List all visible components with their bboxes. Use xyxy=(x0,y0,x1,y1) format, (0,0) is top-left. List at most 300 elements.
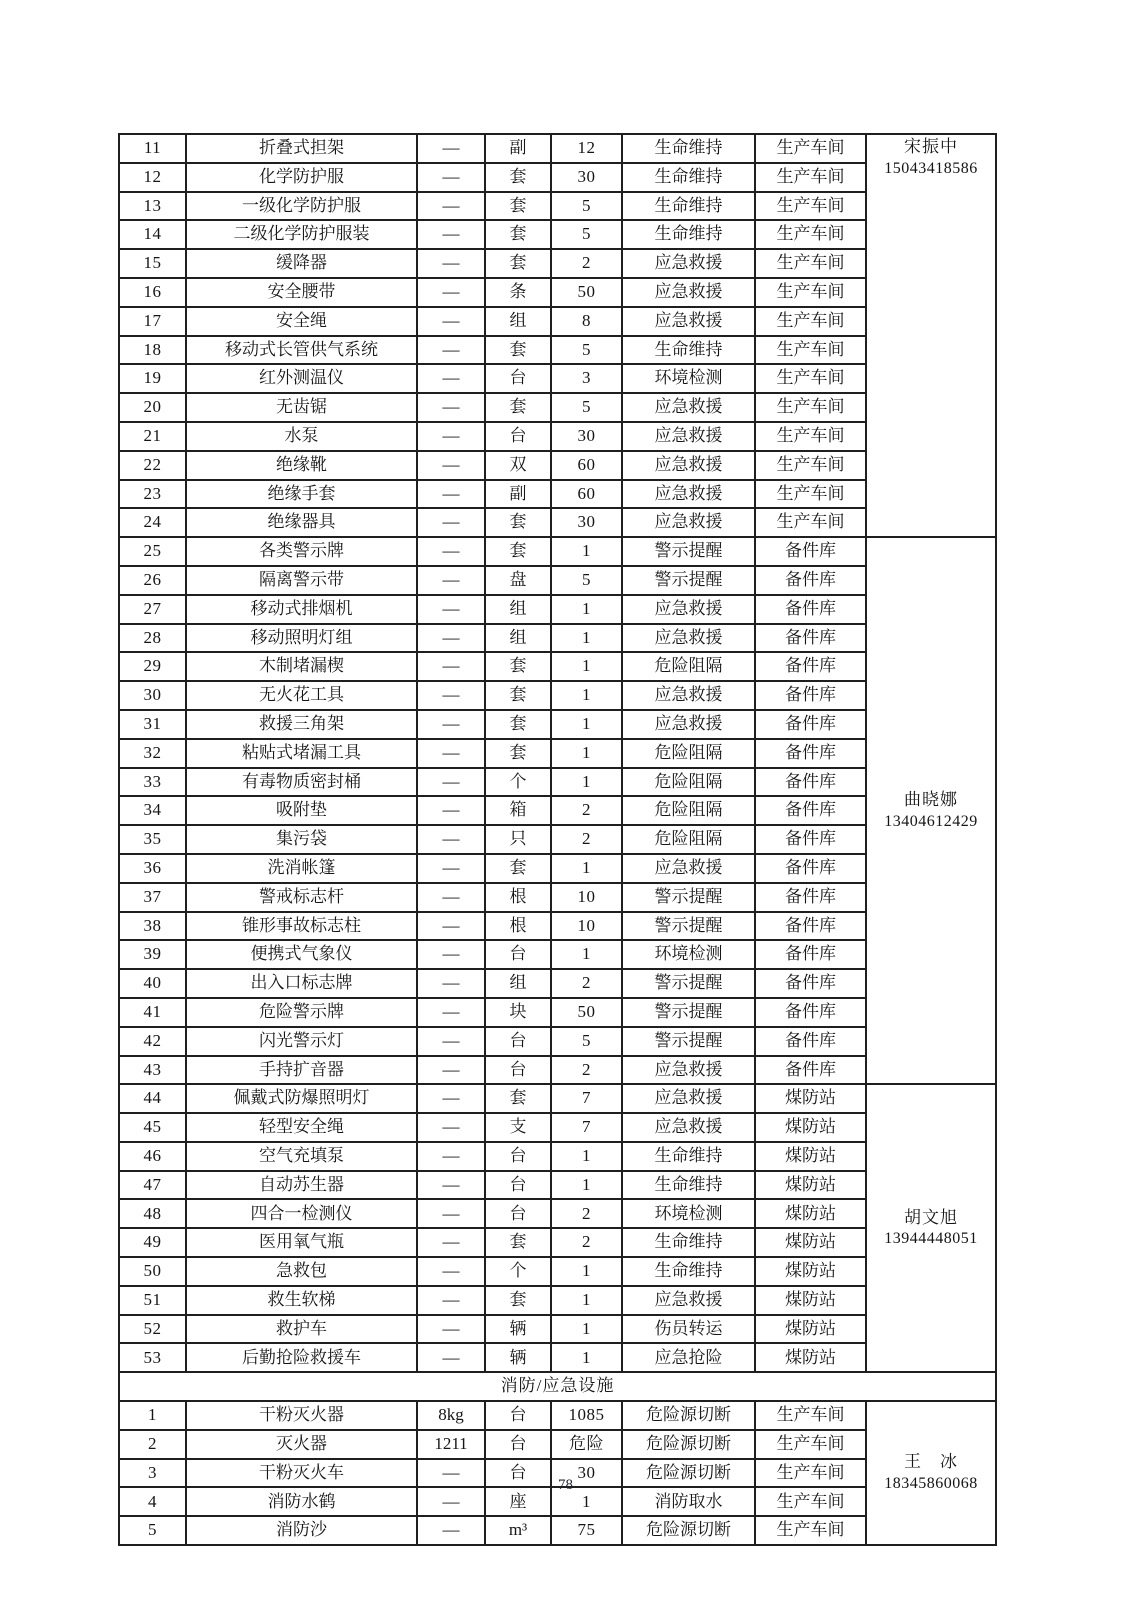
cell-unit: 台 xyxy=(485,364,551,393)
cell-name: 出入口标志牌 xyxy=(186,969,417,998)
cell-qty: 1 xyxy=(551,1343,622,1372)
cell-spec: — xyxy=(417,940,485,969)
cell-no: 16 xyxy=(119,278,186,307)
cell-no: 19 xyxy=(119,364,186,393)
table-row xyxy=(119,652,996,681)
cell-name: 灭火器 xyxy=(186,1430,417,1459)
cell-name: 手持扩音器 xyxy=(186,1056,417,1085)
table-row xyxy=(119,1286,996,1315)
cell-unit: 台 xyxy=(485,1027,551,1056)
cell-loc: 备件库 xyxy=(755,912,866,941)
contact-cell xyxy=(866,134,996,537)
table-row xyxy=(119,854,996,883)
cell-qty: 7 xyxy=(551,1113,622,1142)
cell-func: 危险阻隔 xyxy=(622,825,755,854)
cell-spec: — xyxy=(417,595,485,624)
cell-func: 危险阻隔 xyxy=(622,768,755,797)
table-row xyxy=(119,1401,996,1430)
cell-spec: — xyxy=(417,566,485,595)
cell-func: 应急救援 xyxy=(622,710,755,739)
cell-qty: 50 xyxy=(551,998,622,1027)
table-row xyxy=(119,825,996,854)
section-header-row xyxy=(119,1372,996,1401)
cell-qty: 1 xyxy=(551,1257,622,1286)
cell-qty: 1 xyxy=(551,681,622,710)
cell-no: 39 xyxy=(119,940,186,969)
cell-loc: 煤防站 xyxy=(755,1228,866,1257)
cell-spec: — xyxy=(417,883,485,912)
contact-name: 宋振中 xyxy=(904,137,958,156)
cell-func: 应急救援 xyxy=(622,278,755,307)
cell-name: 有毒物质密封桶 xyxy=(186,768,417,797)
table-row xyxy=(119,1228,996,1257)
cell-unit: 台 xyxy=(485,1142,551,1171)
cell-no: 4 xyxy=(119,1487,186,1516)
cell-loc: 生产车间 xyxy=(755,1401,866,1430)
cell-spec: — xyxy=(417,364,485,393)
cell-loc: 煤防站 xyxy=(755,1171,866,1200)
cell-no: 23 xyxy=(119,480,186,509)
cell-qty: 50 xyxy=(551,278,622,307)
cell-spec: — xyxy=(417,998,485,1027)
cell-no: 12 xyxy=(119,163,186,192)
cell-spec: — xyxy=(417,768,485,797)
cell-name: 医用氧气瓶 xyxy=(186,1228,417,1257)
cell-loc: 生产车间 xyxy=(755,1459,866,1488)
table-row xyxy=(119,739,996,768)
cell-spec: — xyxy=(417,278,485,307)
cell-unit: 台 xyxy=(485,1056,551,1085)
cell-func: 生命维持 xyxy=(622,1171,755,1200)
cell-unit: 盘 xyxy=(485,566,551,595)
contact-phone: 13404612429 xyxy=(884,812,978,830)
cell-spec: — xyxy=(417,134,485,163)
cell-unit: 台 xyxy=(485,1199,551,1228)
cell-unit: 台 xyxy=(485,1171,551,1200)
cell-no: 21 xyxy=(119,422,186,451)
cell-spec: — xyxy=(417,1459,485,1488)
cell-qty: 60 xyxy=(551,451,622,480)
contact-cell xyxy=(866,1401,996,1545)
contact-name: 王 冰 xyxy=(904,1452,958,1472)
cell-loc: 煤防站 xyxy=(755,1199,866,1228)
cell-loc: 备件库 xyxy=(755,998,866,1027)
cell-spec: — xyxy=(417,451,485,480)
cell-no: 22 xyxy=(119,451,186,480)
cell-loc: 生产车间 xyxy=(755,364,866,393)
cell-unit: 台 xyxy=(485,1401,551,1430)
cell-func: 应急救援 xyxy=(622,451,755,480)
cell-name: 无火花工具 xyxy=(186,681,417,710)
cell-spec: — xyxy=(417,681,485,710)
cell-no: 15 xyxy=(119,249,186,278)
cell-func: 应急救援 xyxy=(622,249,755,278)
cell-unit: 台 xyxy=(485,1459,551,1488)
cell-name: 绝缘手套 xyxy=(186,480,417,509)
section2-header-body xyxy=(119,1372,996,1401)
cell-unit: m³ xyxy=(485,1516,551,1545)
cell-loc: 生产车间 xyxy=(755,249,866,278)
contact-name: 曲晓娜 xyxy=(904,790,958,810)
cell-no: 36 xyxy=(119,854,186,883)
cell-func: 应急救援 xyxy=(622,854,755,883)
cell-name: 锥形事故标志柱 xyxy=(186,912,417,941)
cell-name: 红外测温仪 xyxy=(186,364,417,393)
cell-qty: 5 xyxy=(551,566,622,595)
cell-name: 自动苏生器 xyxy=(186,1171,417,1200)
cell-func: 生命维持 xyxy=(622,1228,755,1257)
table-row xyxy=(119,1430,996,1459)
cell-qty: 7 xyxy=(551,1084,622,1113)
cell-func: 环境检测 xyxy=(622,1199,755,1228)
page-number: 78 xyxy=(558,1477,573,1493)
cell-unit: 套 xyxy=(485,537,551,566)
cell-spec: — xyxy=(417,912,485,941)
table-row xyxy=(119,1084,996,1113)
cell-spec: — xyxy=(417,480,485,509)
cell-func: 危险源切断 xyxy=(622,1401,755,1430)
cell-qty: 2 xyxy=(551,825,622,854)
cell-loc: 备件库 xyxy=(755,681,866,710)
cell-spec: — xyxy=(417,163,485,192)
cell-func: 生命维持 xyxy=(622,134,755,163)
cell-name: 佩戴式防爆照明灯 xyxy=(186,1084,417,1113)
cell-unit: 套 xyxy=(485,249,551,278)
cell-no: 48 xyxy=(119,1199,186,1228)
cell-spec: — xyxy=(417,307,485,336)
cell-spec: — xyxy=(417,1171,485,1200)
cell-name: 集污袋 xyxy=(186,825,417,854)
table-row xyxy=(119,1199,996,1228)
table-row xyxy=(119,595,996,624)
cell-unit: 箱 xyxy=(485,796,551,825)
cell-qty: 10 xyxy=(551,883,622,912)
cell-unit: 台 xyxy=(485,422,551,451)
cell-spec: 8kg xyxy=(417,1401,485,1430)
cell-loc: 备件库 xyxy=(755,940,866,969)
table-row xyxy=(119,451,996,480)
cell-qty: 1 xyxy=(551,1171,622,1200)
cell-spec: — xyxy=(417,336,485,365)
cell-unit: 辆 xyxy=(485,1343,551,1372)
cell-qty: 1 xyxy=(551,854,622,883)
cell-name: 便携式气象仪 xyxy=(186,940,417,969)
cell-name: 各类警示牌 xyxy=(186,537,417,566)
cell-no: 49 xyxy=(119,1228,186,1257)
table-row xyxy=(119,508,996,537)
cell-loc: 生产车间 xyxy=(755,480,866,509)
cell-qty: 2 xyxy=(551,1228,622,1257)
cell-func: 应急救援 xyxy=(622,480,755,509)
cell-name: 警戒标志杆 xyxy=(186,883,417,912)
cell-no: 18 xyxy=(119,336,186,365)
cell-func: 生命维持 xyxy=(622,1142,755,1171)
cell-name: 救生软梯 xyxy=(186,1286,417,1315)
cell-func: 环境检测 xyxy=(622,364,755,393)
table-row xyxy=(119,1027,996,1056)
cell-qty: 2 xyxy=(551,796,622,825)
table-row xyxy=(119,1343,996,1372)
cell-no: 5 xyxy=(119,1516,186,1545)
cell-func: 应急救援 xyxy=(622,681,755,710)
cell-spec: — xyxy=(417,1056,485,1085)
cell-loc: 备件库 xyxy=(755,652,866,681)
cell-no: 24 xyxy=(119,508,186,537)
cell-func: 伤员转运 xyxy=(622,1315,755,1344)
cell-no: 34 xyxy=(119,796,186,825)
cell-func: 危险阻隔 xyxy=(622,739,755,768)
cell-no: 28 xyxy=(119,624,186,653)
cell-name: 急救包 xyxy=(186,1257,417,1286)
cell-unit: 双 xyxy=(485,451,551,480)
cell-spec: — xyxy=(417,624,485,653)
cell-loc: 生产车间 xyxy=(755,1487,866,1516)
cell-no: 41 xyxy=(119,998,186,1027)
cell-name: 移动式长管供气系统 xyxy=(186,336,417,365)
cell-unit: 套 xyxy=(485,336,551,365)
cell-loc: 备件库 xyxy=(755,768,866,797)
cell-loc: 备件库 xyxy=(755,825,866,854)
cell-no: 52 xyxy=(119,1315,186,1344)
cell-no: 11 xyxy=(119,134,186,163)
cell-name: 隔离警示带 xyxy=(186,566,417,595)
cell-qty: 5 xyxy=(551,393,622,422)
table-row xyxy=(119,336,996,365)
table-row xyxy=(119,566,996,595)
cell-loc: 煤防站 xyxy=(755,1286,866,1315)
cell-loc: 生产车间 xyxy=(755,336,866,365)
cell-func: 应急救援 xyxy=(622,1286,755,1315)
cell-qty: 1 xyxy=(551,1142,622,1171)
cell-spec: — xyxy=(417,796,485,825)
cell-name: 绝缘靴 xyxy=(186,451,417,480)
cell-name: 救护车 xyxy=(186,1315,417,1344)
cell-unit: 副 xyxy=(485,134,551,163)
table-row xyxy=(119,1171,996,1200)
cell-unit: 根 xyxy=(485,912,551,941)
cell-qty: 30 xyxy=(551,508,622,537)
cell-qty: 5 xyxy=(551,192,622,221)
section2-body xyxy=(119,1401,996,1545)
table-row xyxy=(119,393,996,422)
cell-qty: 10 xyxy=(551,912,622,941)
cell-name: 安全腰带 xyxy=(186,278,417,307)
cell-qty: 1 xyxy=(551,940,622,969)
cell-unit: 辆 xyxy=(485,1315,551,1344)
cell-unit: 根 xyxy=(485,883,551,912)
cell-qty: 5 xyxy=(551,1027,622,1056)
cell-spec: — xyxy=(417,1343,485,1372)
cell-no: 44 xyxy=(119,1084,186,1113)
cell-loc: 生产车间 xyxy=(755,163,866,192)
cell-no: 25 xyxy=(119,537,186,566)
cell-qty: 1 xyxy=(551,710,622,739)
cell-no: 26 xyxy=(119,566,186,595)
cell-spec: — xyxy=(417,1142,485,1171)
cell-unit: 套 xyxy=(485,681,551,710)
table-row xyxy=(119,163,996,192)
cell-func: 应急救援 xyxy=(622,595,755,624)
cell-no: 51 xyxy=(119,1286,186,1315)
table-row xyxy=(119,768,996,797)
cell-loc: 生产车间 xyxy=(755,192,866,221)
cell-no: 42 xyxy=(119,1027,186,1056)
cell-name: 干粉灭火器 xyxy=(186,1401,417,1430)
cell-no: 47 xyxy=(119,1171,186,1200)
cell-unit: 套 xyxy=(485,1228,551,1257)
cell-qty: 1 xyxy=(551,1286,622,1315)
cell-spec: — xyxy=(417,739,485,768)
table-row xyxy=(119,422,996,451)
cell-spec: — xyxy=(417,1199,485,1228)
cell-no: 53 xyxy=(119,1343,186,1372)
cell-no: 43 xyxy=(119,1056,186,1085)
cell-qty: 30 xyxy=(551,1459,622,1488)
cell-no: 14 xyxy=(119,220,186,249)
cell-name: 移动照明灯组 xyxy=(186,624,417,653)
contact-phone: 15043418586 xyxy=(884,159,978,177)
table-row xyxy=(119,1315,996,1344)
table-row xyxy=(119,249,996,278)
cell-spec: — xyxy=(417,1228,485,1257)
cell-func: 警示提醒 xyxy=(622,883,755,912)
cell-name: 二级化学防护服装 xyxy=(186,220,417,249)
cell-qty: 2 xyxy=(551,1056,622,1085)
cell-name: 吸附垫 xyxy=(186,796,417,825)
cell-func: 应急救援 xyxy=(622,422,755,451)
cell-no: 33 xyxy=(119,768,186,797)
cell-unit: 条 xyxy=(485,278,551,307)
table-row xyxy=(119,710,996,739)
cell-loc: 生产车间 xyxy=(755,393,866,422)
cell-func: 生命维持 xyxy=(622,192,755,221)
cell-name: 洗消帐篷 xyxy=(186,854,417,883)
cell-qty: 30 xyxy=(551,163,622,192)
cell-spec: — xyxy=(417,537,485,566)
cell-func: 应急救援 xyxy=(622,508,755,537)
cell-qty: 危险 xyxy=(551,1430,622,1459)
cell-spec: — xyxy=(417,825,485,854)
cell-func: 危险源切断 xyxy=(622,1459,755,1488)
cell-unit: 套 xyxy=(485,710,551,739)
cell-func: 生命维持 xyxy=(622,336,755,365)
cell-qty: 1085 xyxy=(551,1401,622,1430)
cell-func: 应急救援 xyxy=(622,307,755,336)
cell-func: 危险阻隔 xyxy=(622,796,755,825)
cell-loc: 煤防站 xyxy=(755,1113,866,1142)
cell-name: 四合一检测仪 xyxy=(186,1199,417,1228)
contact-phone: 18345860068 xyxy=(884,1475,978,1493)
cell-loc: 生产车间 xyxy=(755,451,866,480)
cell-unit: 个 xyxy=(485,1257,551,1286)
cell-unit: 套 xyxy=(485,192,551,221)
cell-spec: — xyxy=(417,1315,485,1344)
cell-qty: 2 xyxy=(551,1199,622,1228)
cell-spec: — xyxy=(417,393,485,422)
table-row xyxy=(119,969,996,998)
table-row xyxy=(119,883,996,912)
cell-spec: — xyxy=(417,1257,485,1286)
cell-func: 警示提醒 xyxy=(622,1027,755,1056)
cell-name: 水泵 xyxy=(186,422,417,451)
cell-loc: 备件库 xyxy=(755,739,866,768)
cell-spec: — xyxy=(417,1286,485,1315)
cell-qty: 1 xyxy=(551,595,622,624)
cell-spec: — xyxy=(417,1113,485,1142)
cell-spec: — xyxy=(417,652,485,681)
cell-qty: 60 xyxy=(551,480,622,509)
cell-unit: 只 xyxy=(485,825,551,854)
cell-func: 应急救援 xyxy=(622,1113,755,1142)
cell-func: 警示提醒 xyxy=(622,566,755,595)
cell-spec: — xyxy=(417,1027,485,1056)
table-row xyxy=(119,537,996,566)
cell-qty: 1 xyxy=(551,1487,622,1516)
cell-func: 消防取水 xyxy=(622,1487,755,1516)
table-row xyxy=(119,307,996,336)
table-row xyxy=(119,480,996,509)
table-row xyxy=(119,1113,996,1142)
cell-no: 46 xyxy=(119,1142,186,1171)
cell-func: 应急抢险 xyxy=(622,1343,755,1372)
cell-unit: 支 xyxy=(485,1113,551,1142)
cell-unit: 套 xyxy=(485,1084,551,1113)
cell-name: 缓降器 xyxy=(186,249,417,278)
cell-name: 闪光警示灯 xyxy=(186,1027,417,1056)
cell-no: 38 xyxy=(119,912,186,941)
cell-unit: 套 xyxy=(485,393,551,422)
cell-qty: 5 xyxy=(551,220,622,249)
cell-spec: — xyxy=(417,249,485,278)
cell-unit: 块 xyxy=(485,998,551,1027)
table-row xyxy=(119,220,996,249)
cell-name: 折叠式担架 xyxy=(186,134,417,163)
cell-no: 37 xyxy=(119,883,186,912)
cell-func: 生命维持 xyxy=(622,220,755,249)
table-row xyxy=(119,796,996,825)
cell-spec: — xyxy=(417,1487,485,1516)
cell-spec: — xyxy=(417,969,485,998)
cell-no: 29 xyxy=(119,652,186,681)
cell-func: 应急救援 xyxy=(622,1056,755,1085)
cell-name: 干粉灭火车 xyxy=(186,1459,417,1488)
cell-loc: 备件库 xyxy=(755,595,866,624)
cell-qty: 8 xyxy=(551,307,622,336)
cell-no: 45 xyxy=(119,1113,186,1142)
cell-spec: — xyxy=(417,710,485,739)
cell-unit: 副 xyxy=(485,480,551,509)
cell-loc: 生产车间 xyxy=(755,508,866,537)
cell-name: 绝缘器具 xyxy=(186,508,417,537)
section-header-label: 消防/应急设施 xyxy=(119,1372,996,1401)
cell-qty: 1 xyxy=(551,652,622,681)
table-row xyxy=(119,364,996,393)
cell-loc: 备件库 xyxy=(755,566,866,595)
table-row xyxy=(119,1142,996,1171)
cell-name: 消防沙 xyxy=(186,1516,417,1545)
cell-loc: 煤防站 xyxy=(755,1315,866,1344)
cell-loc: 备件库 xyxy=(755,854,866,883)
cell-unit: 组 xyxy=(485,307,551,336)
contact-cell xyxy=(866,537,996,1084)
cell-loc: 生产车间 xyxy=(755,422,866,451)
table-row xyxy=(119,134,996,163)
cell-spec: — xyxy=(417,422,485,451)
cell-spec: 1211 xyxy=(417,1430,485,1459)
cell-spec: — xyxy=(417,508,485,537)
cell-func: 危险阻隔 xyxy=(622,652,755,681)
cell-unit: 套 xyxy=(485,1286,551,1315)
